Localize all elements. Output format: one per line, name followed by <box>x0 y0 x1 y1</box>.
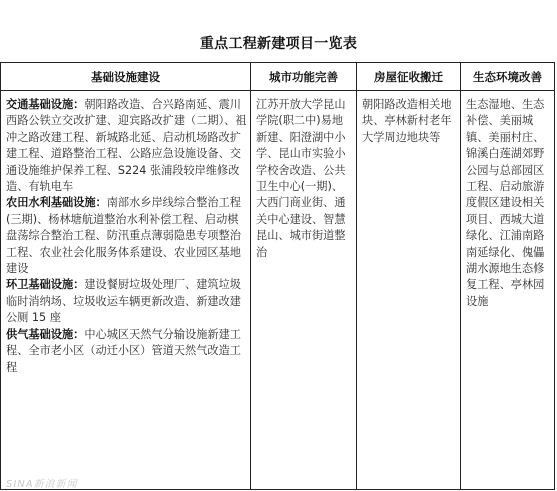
transport-group <box>6 97 247 195</box>
city-function-cell <box>251 91 357 490</box>
header-infrastructure: 基础设施建设 <box>1 63 251 91</box>
header-demolition: 房屋征收搬迁 <box>357 63 461 91</box>
header-city-function: 城市功能完善 <box>251 63 357 91</box>
water-group <box>6 195 247 277</box>
group-text: 建设餐厨垃圾处理厂、建筑垃圾临时消纳场、垃圾收运车辆更新改造、新建改建公厕 15 座 <box>6 278 241 325</box>
sanitation-group <box>6 277 247 326</box>
group-text: 朝阳路改造、合兴路南延、震川西路公铁立交改扩建、迎宾路改扩建（二期）、祖冲之路改建工程、新城路北延、启动机场路改扩建工程、道路整治工程、公路应急设施设备、交通设施维护保养工程、S224 张浦段较岸维修改造、有轨电车 <box>6 98 247 194</box>
header-ecology: 生态环境改善 <box>461 63 555 91</box>
page-title: 重点工程新建项目一览表 <box>199 36 358 52</box>
demolition-text: 朝阳路改造相关地块、亭林新村老年大学周边地块等 <box>362 98 452 144</box>
group-label: 环卫基础设施： <box>6 278 85 292</box>
gas-group <box>6 327 247 376</box>
project-table <box>0 62 555 490</box>
ecology-cell <box>461 91 555 490</box>
watermark: SINA新浪新闻 <box>6 479 78 490</box>
group-text: 南部水乡岸线综合整治工程(三期)、杨林塘航道整治水利补偿工程、启动棋盘荡综合整治工程、防汛重点薄弱隐患专项整治工程、农业社会化服务体系建设、农业园区基地建设 <box>6 196 241 276</box>
infrastructure-cell <box>1 91 251 490</box>
demolition-cell <box>357 91 461 490</box>
group-label: 供气基础设施： <box>6 327 85 341</box>
group-text: 中心城区天然气分输设施新建工程、全市老小区（动迁小区）管道天然气改造工程 <box>6 327 241 374</box>
ecology-text: 生态湿地、生态补偿、美丽城镇、美丽村庄、锦溪白莲湖郊野公园与总部园区工程、启动旅游度假区建设相关项目、西城大道绿化、江浦南路南延绿化、傀儡湖水源地生态修复工程、亭林园设施 <box>466 98 545 308</box>
city-function-text: 江苏开放大学昆山学院(职二中)易地新建、阳澄湖中小学、昆山市实验小学校舍改造、公共卫生中心(一期)、大西门商业街、通关中心建设、智慧昆山、城市街道整治 <box>256 98 346 259</box>
header-row <box>1 63 555 91</box>
group-label: 交通基础设施： <box>6 98 85 111</box>
content-row <box>1 91 555 490</box>
group-label: 农田水利基础设施： <box>6 196 107 210</box>
